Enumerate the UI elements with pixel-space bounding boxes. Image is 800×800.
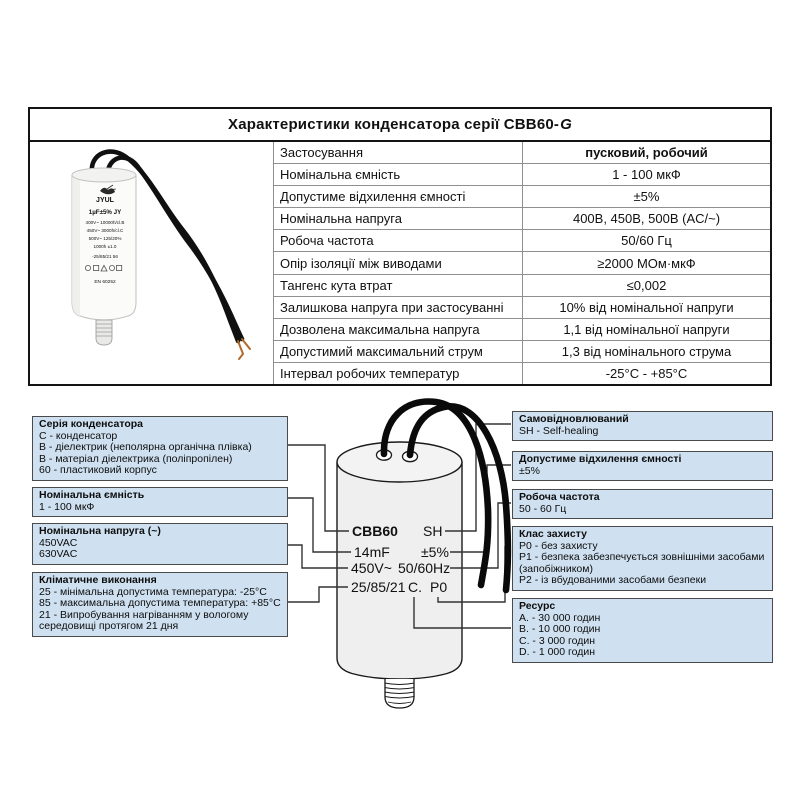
callout-line: ±5% <box>519 464 540 477</box>
callout-line: B. - 10 000 годин <box>519 623 601 636</box>
photo-label-line: 500V~ 125/20% <box>88 236 122 241</box>
spec-row <box>274 252 770 274</box>
callout-title: Самовідновлюваний <box>519 413 629 425</box>
spec-label: Застосування <box>274 142 523 163</box>
callout-title: Кліматичне виконання <box>39 574 157 586</box>
spec-value: 50/60 Гц <box>621 233 672 249</box>
callout-climate <box>32 572 288 637</box>
callout-line: 50 - 60 Гц <box>519 502 567 515</box>
callout-line: P2 - із вбудованими засобами безпеки <box>519 574 707 587</box>
callout-line: 60 - пластиковий корпус <box>39 464 157 477</box>
spec-row <box>274 275 770 297</box>
marking-tolerance: ±5% <box>421 544 449 560</box>
spec-label: Робоча частота <box>274 230 523 251</box>
spec-row <box>274 297 770 319</box>
callout-line: D. - 1 000 годин <box>519 646 596 659</box>
spec-label: Дозволена максимальна напруга <box>274 319 523 340</box>
product-photo-cell <box>30 142 274 384</box>
callout-line: C - конденсатор <box>39 429 118 442</box>
spec-table-body <box>30 142 770 384</box>
callout-line: B - діелектрик (неполярна органічна плівка) <box>39 441 252 454</box>
spec-row <box>274 363 770 384</box>
callout-line: B - матеріал діелектрика (поліпропілен) <box>39 452 233 465</box>
callout-title: Ресурс <box>519 600 556 612</box>
spec-title-series-letter: G <box>560 116 572 133</box>
marking-frequency: 50/60Hz <box>398 560 451 576</box>
spec-rows <box>274 142 770 384</box>
marking-self-healing: SH <box>423 523 443 539</box>
callout-title: Номінальна ємність <box>39 489 145 501</box>
photo-body-shading <box>72 175 80 316</box>
callout-line: C. - 3 000 годин <box>519 634 596 647</box>
callout-voltage <box>32 523 288 565</box>
spec-label: Інтервал робочих температур <box>274 363 523 384</box>
callout-line: 25 - мінімальна допустима температура: -25°C <box>39 585 267 598</box>
photo-label-line: 400V~ 10000h/cl.B <box>85 220 125 225</box>
capacitor-photo <box>30 142 273 386</box>
spec-value: ≥2000 МОм·мкФ <box>597 255 696 271</box>
marking-lifetime-class: C. <box>408 579 422 595</box>
photo-label-line: 450V~ 3000h/cl.C <box>86 228 124 233</box>
spec-row <box>274 142 770 164</box>
photo-label-line: JYUL <box>96 197 114 204</box>
marking-capacity: 14mF <box>354 544 390 560</box>
photo-label-line: 1µF±5% JY <box>88 209 122 216</box>
callout-line: P1 - безпека забезпечується зовнішніми засобами <box>519 551 765 564</box>
spec-value: 400В, 450В, 500В (AC/~) <box>572 211 721 227</box>
copper-tip <box>238 341 243 359</box>
spec-label: Номінальна ємність <box>274 164 523 185</box>
photo-label-line: 1000h ±1.0 <box>93 244 117 249</box>
spec-label: Опір ізоляції між виводами <box>274 252 523 273</box>
spec-label: Залишкова напруга при застосуванні <box>274 297 523 318</box>
callout-title: Номінальна напруга (~) <box>39 525 161 537</box>
callout-line: 630VAC <box>39 548 78 561</box>
callout-line: A. - 30 000 годин <box>519 611 601 624</box>
callout-tolerance <box>512 451 773 481</box>
capacitor-top <box>337 442 462 482</box>
callout-self-healing <box>512 411 773 441</box>
marking-voltage: 450V~ <box>351 560 392 576</box>
callout-frequency <box>512 489 773 519</box>
callout-line: (запобіжником) <box>519 562 593 575</box>
marking-climate: 25/85/21 <box>351 579 406 595</box>
spec-value: ±5% <box>633 189 660 205</box>
spec-row <box>274 341 770 363</box>
spec-value: 1 - 100 мкФ <box>612 167 681 183</box>
spec-row <box>274 186 770 208</box>
callout-lifetime <box>512 598 773 663</box>
copper-tip <box>242 339 250 349</box>
spec-row <box>274 230 770 252</box>
spec-value: ≤0,002 <box>626 277 667 293</box>
spec-value: 1,1 від номінальної напруги <box>563 321 730 337</box>
callout-line: середовищі протягом 21 дня <box>39 620 179 633</box>
callout-capacitance <box>32 487 288 517</box>
callout-line: 85 - максимальна допустима температура: +85°C <box>39 597 281 610</box>
callout-line: SH - Self-healing <box>519 424 599 437</box>
spec-value: 1,3 від номінального струма <box>561 343 732 359</box>
spec-label: Допустиме відхилення ємності <box>274 186 523 207</box>
spec-label: Допустимий максимальний струм <box>274 341 523 362</box>
spec-row <box>274 164 770 186</box>
spec-value: -25°С - +85°С <box>605 365 688 381</box>
spec-value: 10% від номінальної напруги <box>559 299 734 315</box>
callout-title: Серія конденсатора <box>39 418 143 430</box>
spec-label: Номінальна напруга <box>274 208 523 229</box>
marking-protection-class: P0 <box>430 579 448 595</box>
spec-label: Тангенс кута втрат <box>274 275 523 296</box>
callout-title: Робоча частота <box>519 491 600 503</box>
spec-row <box>274 319 770 341</box>
callout-series <box>32 416 288 481</box>
callout-line: 450VAC <box>39 536 78 549</box>
callout-title: Клас захисту <box>519 528 587 540</box>
callout-line: P0 - без захисту <box>519 539 598 552</box>
photo-label-line: EN 60252 <box>94 280 116 285</box>
photo-label-line: -25/85/21 56 <box>92 254 118 259</box>
spec-title-text: Характеристики конденсатора серії CBB60- <box>228 116 560 133</box>
spec-value: пусковий, робочий <box>585 145 708 161</box>
callout-line: 1 - 100 мкФ <box>39 500 95 513</box>
spec-table-title <box>30 109 770 142</box>
photo-capacitor-top <box>72 168 136 182</box>
marking-series: CBB60 <box>352 523 398 539</box>
spec-table <box>28 107 772 386</box>
spec-row <box>274 208 770 230</box>
callout-protection-class <box>512 526 773 591</box>
callout-line: 21 - Випробування нагріванням у вологому <box>39 608 249 621</box>
callout-title: Допустиме відхилення ємності <box>519 453 682 465</box>
